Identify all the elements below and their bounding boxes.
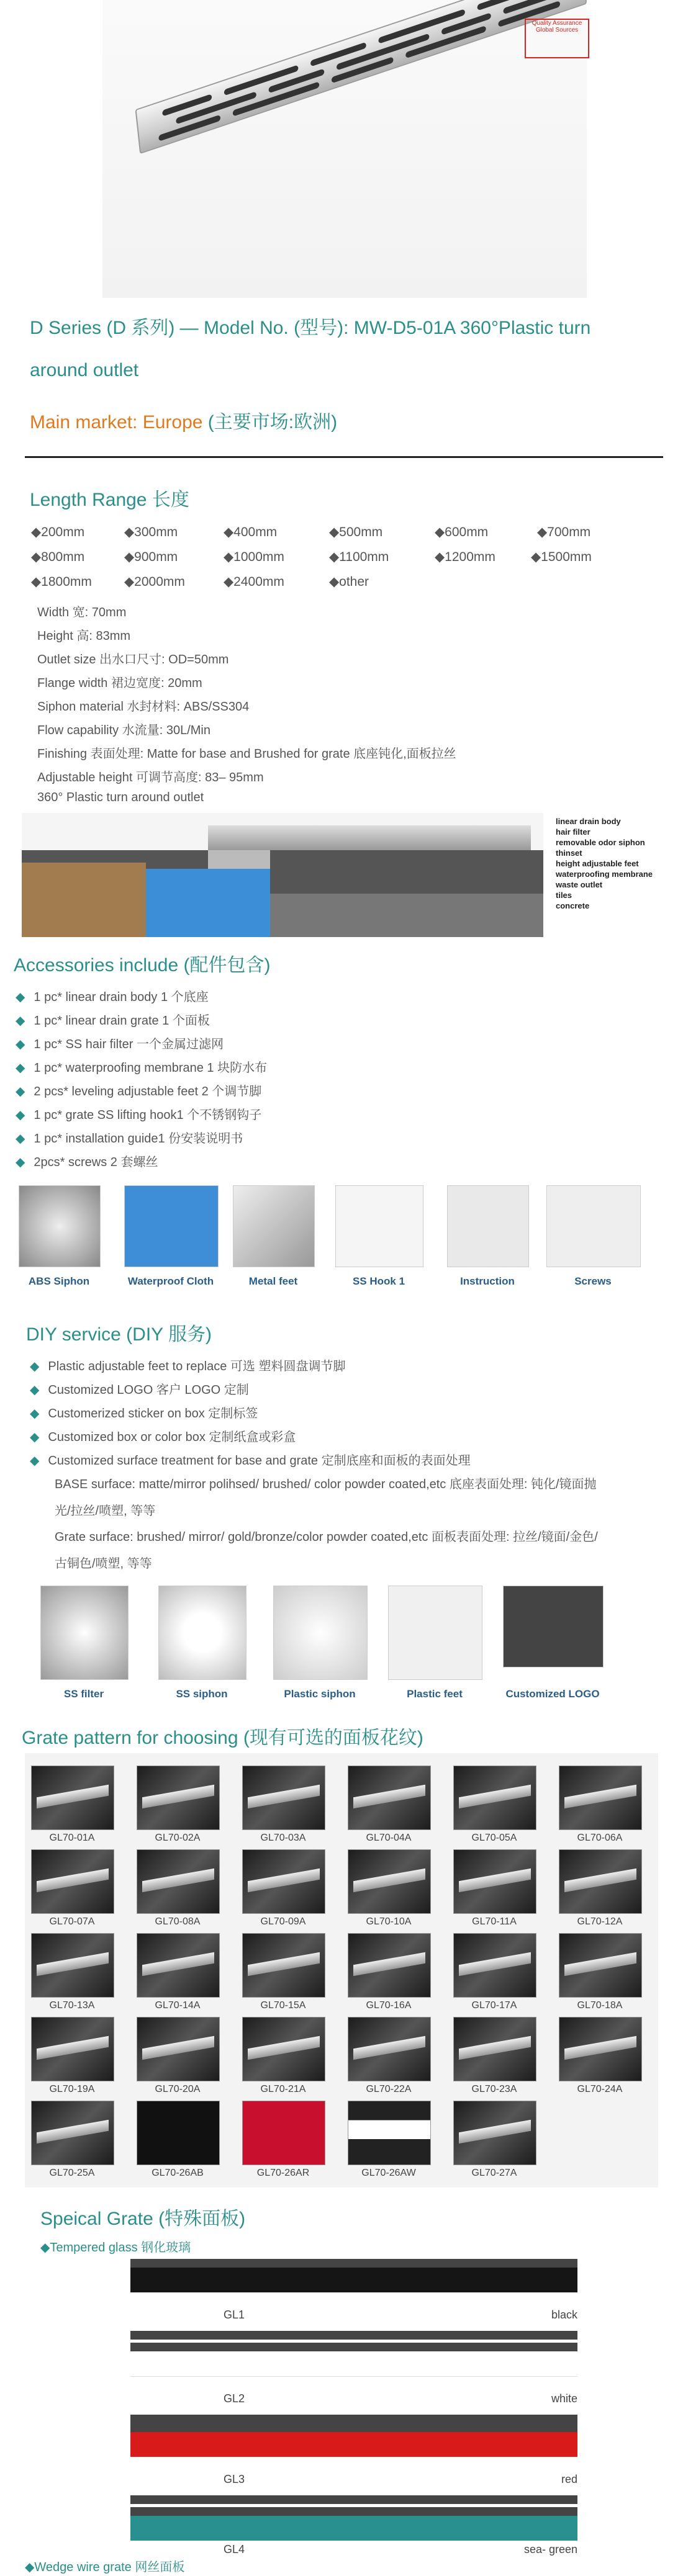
- abs-siphon-image: [19, 1185, 101, 1267]
- list-item: ◆ 1 pc* SS hair filter 一个金属过滤网: [16, 1038, 224, 1051]
- spec-flow: Flow capability 水流量: 30L/Min: [37, 724, 210, 737]
- list-item: ◆ Customized box or color box 定制纸盒或彩盒: [30, 1430, 296, 1444]
- screws-image: [546, 1185, 641, 1267]
- grate-label: GL70-26AB: [152, 2168, 204, 2178]
- length-item: ◆600mm: [435, 525, 489, 539]
- ss-filter-image: [40, 1586, 129, 1680]
- grate-label: GL70-27A: [471, 2168, 517, 2178]
- hero-product-image: [102, 0, 587, 298]
- grate-label: GL70-21A: [260, 2084, 306, 2094]
- length-item: ◆900mm: [124, 550, 178, 564]
- grate-label: GL70-25A: [49, 2168, 95, 2178]
- length-item: ◆1100mm: [329, 550, 389, 564]
- grate-thumb: [453, 2017, 536, 2081]
- length-item: ◆400mm: [224, 525, 278, 539]
- thumb-label: ABS Siphon: [28, 1275, 90, 1287]
- grate-thumb: [31, 1849, 114, 1914]
- thumb-label: Customized LOGO: [505, 1688, 600, 1700]
- swatch: [130, 2516, 577, 2541]
- grate-label: GL70-26AW: [361, 2168, 416, 2178]
- length-heading: Length Range 长度: [30, 490, 189, 510]
- thumb-label: Waterproof Cloth: [127, 1275, 214, 1287]
- length-item: ◆1200mm: [435, 550, 495, 564]
- swatch: [130, 2268, 577, 2292]
- length-item: ◆300mm: [124, 525, 178, 539]
- length-item: ◆800mm: [31, 550, 85, 564]
- special-heading: Speical Grate (特殊面板): [40, 2209, 246, 2229]
- list-item: ◆ 1 pc* waterproofing membrane 1 块防水布: [16, 1061, 268, 1075]
- spec-outlet-turn: 360° Plastic turn around outlet: [37, 791, 204, 804]
- grate-label: GL70-26AR: [256, 2168, 310, 2178]
- grate-thumb: [137, 1849, 220, 1914]
- grate-thumb: [137, 1766, 220, 1830]
- length-item: ◆other: [329, 575, 369, 589]
- grate-label: GL70-15A: [260, 2000, 306, 2011]
- spec-flange: Flange width 裙边宽度: 20mm: [37, 676, 202, 690]
- thumb-label: Plastic feet: [407, 1688, 463, 1700]
- grate-thumb: [137, 1933, 220, 1998]
- grate-thumb: [559, 1933, 642, 1998]
- instruction-image: [447, 1185, 529, 1267]
- grate-label: GL70-20A: [155, 2084, 201, 2094]
- grate-thumb: [453, 2101, 536, 2165]
- length-item: ◆700mm: [537, 525, 591, 539]
- ss-siphon-image: [158, 1586, 247, 1680]
- list-item: ◆ 1 pc* grate SS lifting hook1 个不锈钢钩子: [16, 1108, 262, 1122]
- plastic-siphon-image: [273, 1586, 368, 1680]
- waterproof-cloth-image: [124, 1185, 219, 1267]
- grate-grid: [25, 1753, 658, 2188]
- list-item: ◆ Customized surface treatment for base and grate 定制底座和面板的表面处理: [30, 1454, 471, 1468]
- grate-label: GL70-06A: [577, 1833, 623, 1843]
- grate-thumb: [453, 1766, 536, 1830]
- spec-outlet: Outlet size 出水口尺寸: OD=50mm: [37, 653, 229, 666]
- grate-label: GL70-24A: [577, 2084, 623, 2094]
- base-surface-text: BASE surface: matte/mirror polihsed/ brushed/ color powder coated,etc 底座表面处理: 钝化/镜面抛 光/拉丝/喷塑, 等等: [55, 1478, 597, 1518]
- grate-label: GL70-12A: [577, 1916, 623, 1927]
- accessories-heading: Accessories include (配件包含): [14, 955, 271, 976]
- grate-label: GL70-13A: [49, 2000, 95, 2011]
- list-item: ◆ 1 pc* linear drain body 1 个底座: [16, 990, 209, 1004]
- grate-heading: Grate pattern for choosing (现有可选的面板花纹): [22, 1728, 423, 1748]
- spec-adjustable: Adjustable height 可调节高度: 83– 95mm: [37, 771, 264, 784]
- thumb-label: Screws: [574, 1275, 612, 1287]
- spec-height: Height 高: 83mm: [37, 629, 131, 643]
- list-item: ◆ Customized LOGO 客户 LOGO 定制: [30, 1383, 249, 1397]
- divider: [25, 456, 663, 458]
- list-item: ◆ 2pcs* screws 2 套螺丝: [16, 1156, 158, 1169]
- grate-label: GL70-02A: [155, 1833, 201, 1843]
- grate-thumb: [559, 1766, 642, 1830]
- list-item: ◆ Customerized sticker on box 定制标签: [30, 1407, 258, 1420]
- model-title: D Series (D 系列) — Model No. (型号): MW-D5-01A 360°Plastic turn around outlet: [30, 318, 591, 380]
- grate-label: GL70-09A: [260, 1916, 306, 1927]
- grate-thumb: [242, 1766, 325, 1830]
- grate-label: GL70-19A: [49, 2084, 95, 2094]
- wedge-wire-label: ◆Wedge wire grate 网丝面板: [25, 2560, 185, 2574]
- grate-thumb: [453, 1933, 536, 1998]
- grate-label: GL70-05A: [471, 1833, 517, 1843]
- quality-stamp: Quality Assurance Global Sources: [525, 19, 589, 58]
- grate-thumb: [31, 1766, 114, 1830]
- grate-label: GL70-07A: [49, 1916, 95, 1927]
- length-item: ◆1500mm: [531, 550, 592, 564]
- length-item: ◆2400mm: [224, 575, 284, 589]
- thumb-label: SS Hook 1: [352, 1275, 405, 1287]
- special-grate-gl1: GL1 black: [130, 2259, 577, 2340]
- diagram-legend: linear drain body hair filter removable odor siphon thinset height adjustable feet waterproofing membrane waste outlet tiles concrete: [556, 817, 653, 910]
- grate-thumb: [348, 2101, 431, 2165]
- ss-hook-image: [335, 1185, 423, 1267]
- grate-label: GL70-14A: [155, 2000, 201, 2011]
- thumb-label: SS filter: [63, 1688, 104, 1700]
- swatch: [130, 2432, 577, 2457]
- grate-thumb: [137, 2101, 220, 2165]
- grate-thumb: [453, 1849, 536, 1914]
- plastic-feet-image: [388, 1586, 482, 1680]
- grate-thumb: [559, 1849, 642, 1914]
- thumb-label: SS siphon: [176, 1688, 228, 1700]
- grate-label: GL70-03A: [260, 1833, 306, 1843]
- spec-width: Width 宽: 70mm: [37, 606, 127, 619]
- swatch: [130, 2351, 577, 2377]
- list-item: ◆ Plastic adjustable feet to replace 可选 塑料圆盘调节脚: [30, 1360, 346, 1373]
- special-grate-gl2: GL2 white: [130, 2343, 577, 2423]
- grate-thumb: [242, 2101, 325, 2165]
- grate-label: GL70-08A: [155, 1916, 201, 1927]
- grate-thumb: [137, 2017, 220, 2081]
- grate-thumb: [348, 2017, 431, 2081]
- length-item: ◆1800mm: [31, 575, 92, 589]
- thumb-label: Metal feet: [248, 1275, 298, 1287]
- list-item: ◆ 1 pc* linear drain grate 1 个面板: [16, 1014, 210, 1028]
- grate-thumb: [242, 1933, 325, 1998]
- grate-label: GL70-04A: [366, 1833, 412, 1843]
- tempered-glass-label: ◆Tempered glass 钢化玻璃: [40, 2241, 191, 2255]
- grate-label: GL70-23A: [471, 2084, 517, 2094]
- list-item: ◆ 1 pc* installation guide1 份安装说明书: [16, 1132, 243, 1146]
- grate-label: GL70-01A: [49, 1833, 95, 1843]
- drain-illustration: [127, 0, 576, 188]
- length-item: ◆1000mm: [224, 550, 284, 564]
- length-item: ◆200mm: [31, 525, 85, 539]
- grate-label: GL70-17A: [471, 2000, 517, 2011]
- grate-surface-text: Grate surface: brushed/ mirror/ gold/bronze/color powder coated,etc 面板表面处理: 拉丝/镜面/金色/ 古铜色/喷塑, 等等: [55, 1530, 598, 1571]
- grate-label: GL70-10A: [366, 1916, 412, 1927]
- grate-thumb: [348, 1849, 431, 1914]
- grate-thumb: [31, 2101, 114, 2165]
- grate-thumb: [348, 1766, 431, 1830]
- grate-thumb: [242, 2017, 325, 2081]
- grate-label: GL70-22A: [366, 2084, 412, 2094]
- grate-thumb: [242, 1849, 325, 1914]
- customized-logo-image: [503, 1586, 604, 1667]
- thumb-label: Instruction: [460, 1275, 515, 1287]
- diy-heading: DIY service (DIY 服务): [26, 1324, 212, 1345]
- list-item: ◆ 2 pcs* leveling adjustable feet 2 个调节脚: [16, 1085, 262, 1098]
- metal-feet-image: [233, 1185, 315, 1267]
- special-grate-gl4: GL4 sea- green: [130, 2507, 577, 2557]
- grate-label: GL70-18A: [577, 2000, 623, 2011]
- grate-thumb: [348, 1933, 431, 1998]
- grate-label: GL70-11A: [472, 1916, 517, 1927]
- grate-label: GL70-16A: [366, 2000, 412, 2011]
- cross-section-diagram: [22, 813, 543, 937]
- length-item: ◆500mm: [329, 525, 383, 539]
- special-grate-gl3: GL3 red: [130, 2423, 577, 2504]
- spec-siphon: Siphon material 水封材料: ABS/SS304: [37, 700, 250, 714]
- main-market: Main market: Europe (主要市场:欧洲): [30, 412, 338, 433]
- grate-thumb: [31, 1933, 114, 1998]
- thumb-label: Plastic siphon: [284, 1688, 356, 1700]
- grate-thumb: [31, 2017, 114, 2081]
- grate-thumb: [559, 2017, 642, 2081]
- spec-finishing: Finishing 表面处理: Matte for base and Brushed for grate 底座钝化,面板拉丝: [37, 747, 456, 761]
- length-item: ◆2000mm: [124, 575, 185, 589]
